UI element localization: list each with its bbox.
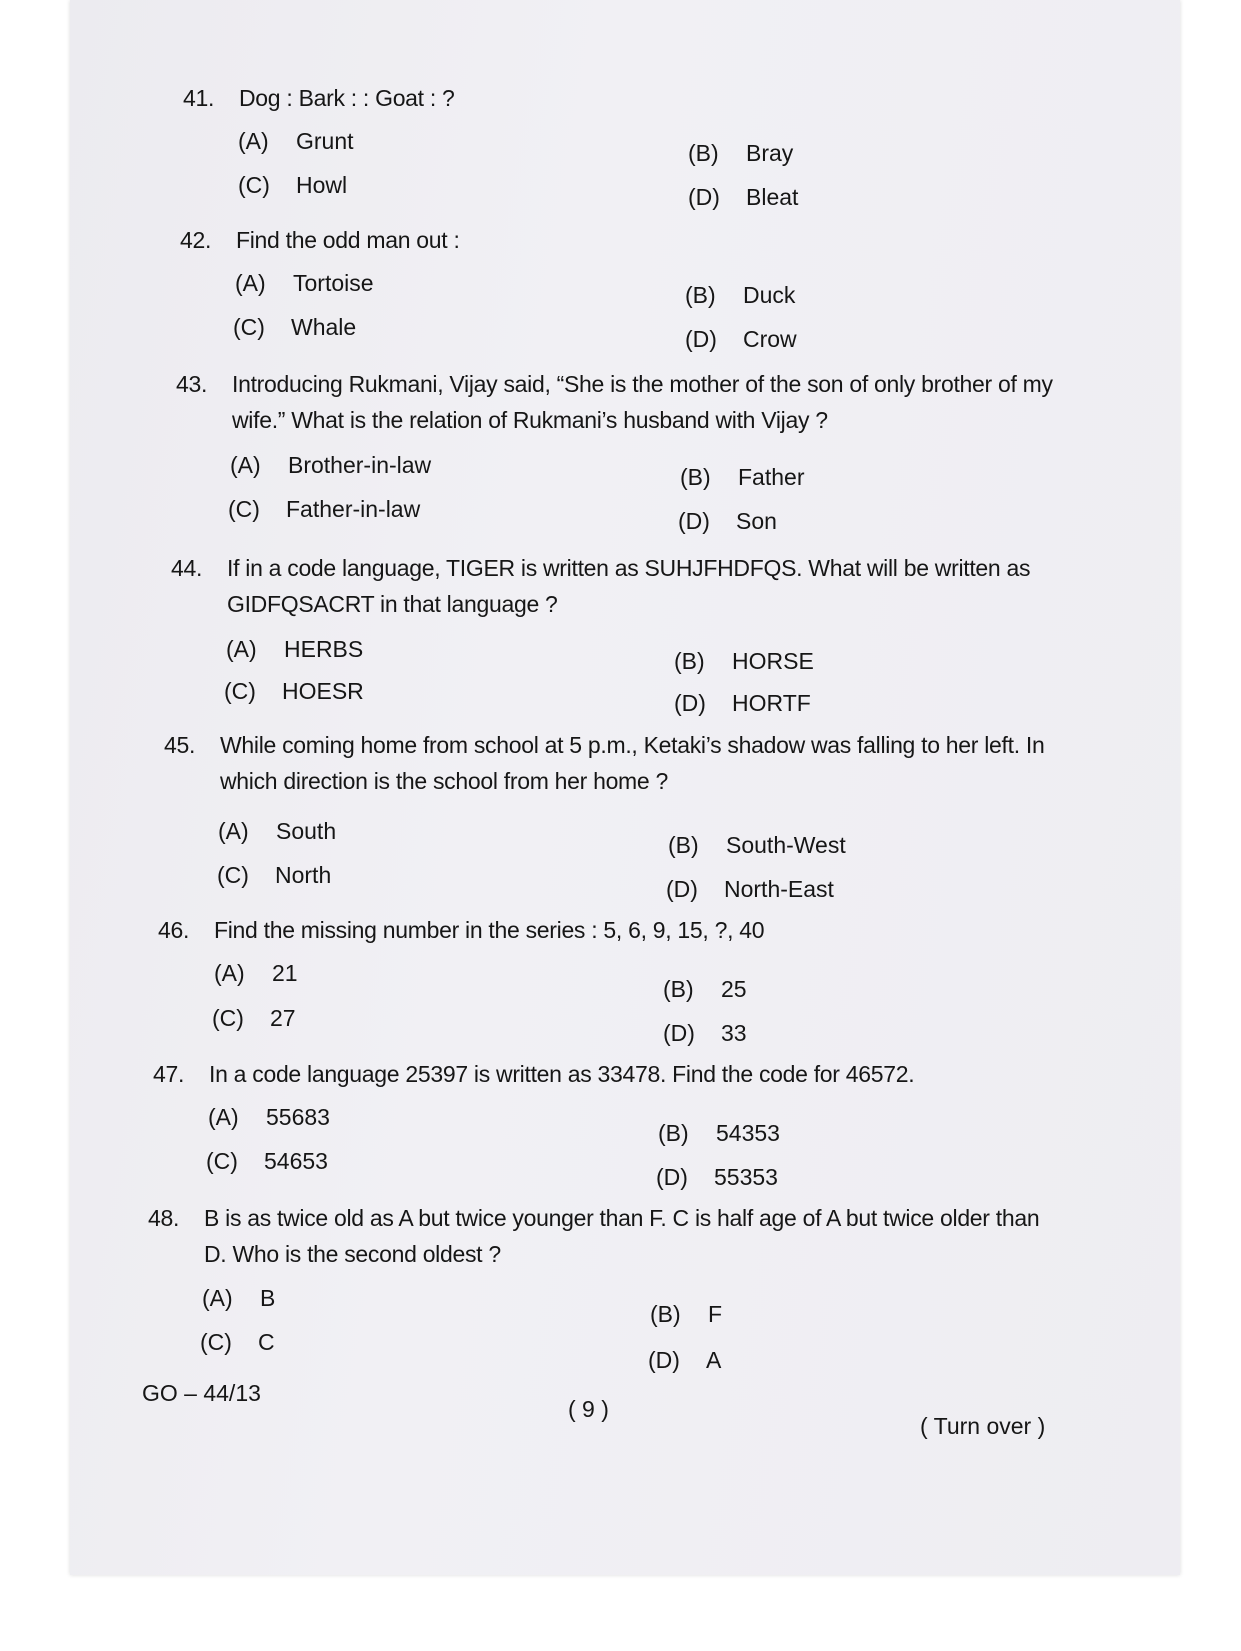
option-a <box>208 1102 330 1132</box>
option-b <box>663 974 747 1004</box>
option-text: Father <box>738 464 805 490</box>
option-letter: (A) <box>202 1285 233 1311</box>
option-text: 54653 <box>264 1148 328 1174</box>
question-text: While coming home from school at 5 p.m., Ketaki’s shadow was falling to her left. In which direction is the school from her home ? <box>220 732 1045 794</box>
option-b <box>658 1118 780 1148</box>
option-letter: (B) <box>663 976 694 1002</box>
option-text: Duck <box>743 282 796 308</box>
option-text: North <box>275 862 332 888</box>
option-d <box>663 1018 747 1048</box>
option-text: Whale <box>291 314 357 340</box>
option-letter: (D) <box>688 184 720 210</box>
option-letter: (A) <box>230 452 261 478</box>
option-text: Son <box>736 508 777 534</box>
option-a <box>214 958 298 988</box>
option-text: Tortoise <box>293 270 374 296</box>
option-letter: (C) <box>233 314 265 340</box>
option-letter: (B) <box>685 282 716 308</box>
option-letter: (C) <box>212 1005 244 1031</box>
option-text: 27 <box>270 1005 296 1031</box>
option-letter: (A) <box>235 270 266 296</box>
option-b <box>668 830 846 860</box>
question-text: Find the missing number in the series : 5, 6, 9, 15, ?, 40 <box>214 917 765 943</box>
paper-code: GO – 44/13 <box>142 1380 261 1406</box>
option-a <box>238 126 354 156</box>
option-c <box>238 170 347 200</box>
option-letter: (A) <box>218 818 249 844</box>
option-letter: (A) <box>214 960 245 986</box>
option-text: 25 <box>721 976 747 1002</box>
option-letter: (A) <box>226 636 257 662</box>
option-c <box>200 1327 275 1357</box>
option-letter: (C) <box>238 172 270 198</box>
question-number: 46. <box>158 917 190 943</box>
option-text: Brother-in-law <box>288 452 432 478</box>
option-letter: (B) <box>674 648 705 674</box>
question-number: 47. <box>153 1061 185 1087</box>
option-text: HOESR <box>282 678 364 704</box>
option-text: B <box>260 1285 276 1311</box>
option-text: Grunt <box>296 128 354 154</box>
option-letter: (D) <box>656 1164 688 1190</box>
question-number: 43. <box>176 371 208 397</box>
option-text: 54353 <box>716 1120 780 1146</box>
option-letter: (D) <box>648 1347 680 1373</box>
option-text: 55683 <box>266 1104 330 1130</box>
option-text: 55353 <box>714 1164 778 1190</box>
option-letter: (D) <box>674 690 706 716</box>
option-d <box>685 324 797 354</box>
option-letter: (C) <box>200 1329 232 1355</box>
option-text: 21 <box>272 960 298 986</box>
option-d <box>688 182 798 212</box>
option-letter: (D) <box>685 326 717 352</box>
option-c <box>217 860 331 890</box>
question-text: If in a code language, TIGER is written as SUHJFHDFQS. What will be written as GIDFQSACRT in that language ? <box>227 555 1031 617</box>
question-text: B is as twice old as A but twice younger than F. C is half age of A but twice older than D. Who is the second oldest ? <box>204 1205 1040 1267</box>
turn-over-note: ( Turn over ) <box>920 1413 1046 1439</box>
option-text: North-East <box>724 876 834 902</box>
option-letter: (C) <box>206 1148 238 1174</box>
option-b <box>688 138 793 168</box>
option-a <box>218 816 336 846</box>
option-d <box>678 506 777 536</box>
option-letter: (A) <box>208 1104 239 1130</box>
option-letter: (B) <box>668 832 699 858</box>
option-c <box>233 312 356 342</box>
question-number: 41. <box>183 85 215 111</box>
question-number: 44. <box>171 555 203 581</box>
question-number: 42. <box>180 227 212 253</box>
option-letter: (B) <box>688 140 719 166</box>
option-c <box>212 1003 296 1033</box>
option-b <box>680 462 804 492</box>
option-letter: (B) <box>650 1301 681 1327</box>
option-text: Howl <box>296 172 348 198</box>
option-c <box>206 1146 328 1176</box>
option-letter: (C) <box>217 862 249 888</box>
option-a <box>226 634 363 664</box>
option-text: HORTF <box>732 690 811 716</box>
page-number: ( 9 ) <box>568 1396 609 1422</box>
option-c <box>228 494 420 524</box>
option-letter: (C) <box>224 678 256 704</box>
option-c <box>224 676 364 706</box>
option-letter: (B) <box>680 464 711 490</box>
option-letter: (D) <box>663 1020 695 1046</box>
option-letter: (D) <box>666 876 698 902</box>
option-b <box>674 646 814 676</box>
question-number: 45. <box>164 732 196 758</box>
question-text: Dog : Bark : : Goat : ? <box>239 85 455 111</box>
option-text: F <box>708 1301 723 1327</box>
question-text: Find the odd man out : <box>236 227 460 253</box>
option-text: Bleat <box>746 184 799 210</box>
option-text: C <box>258 1329 275 1355</box>
option-b <box>650 1299 722 1329</box>
option-text: Bray <box>746 140 794 166</box>
option-letter: (D) <box>678 508 710 534</box>
option-d <box>666 874 834 904</box>
option-text: A <box>706 1347 722 1373</box>
option-text: South-West <box>726 832 846 858</box>
option-a <box>230 450 431 480</box>
option-d <box>648 1345 721 1375</box>
option-text: Crow <box>743 326 797 352</box>
option-text: 33 <box>721 1020 747 1046</box>
question-text: Introducing Rukmani, Vijay said, “She is the mother of the son of only brother of my wife.” What is the relation of Rukmani’s husband with Vijay ? <box>232 371 1053 433</box>
option-letter: (B) <box>658 1120 689 1146</box>
question-number: 48. <box>148 1205 180 1231</box>
option-d <box>656 1162 778 1192</box>
option-text: HERBS <box>284 636 364 662</box>
question-text: In a code language 25397 is written as 33478. Find the code for 46572. <box>209 1061 915 1087</box>
option-text: South <box>276 818 337 844</box>
option-text: Father-in-law <box>286 496 421 522</box>
option-letter: (A) <box>238 128 269 154</box>
option-d <box>674 688 811 718</box>
option-a <box>235 268 374 298</box>
option-a <box>202 1283 275 1313</box>
option-letter: (C) <box>228 496 260 522</box>
option-b <box>685 280 795 310</box>
option-text: HORSE <box>732 648 814 674</box>
